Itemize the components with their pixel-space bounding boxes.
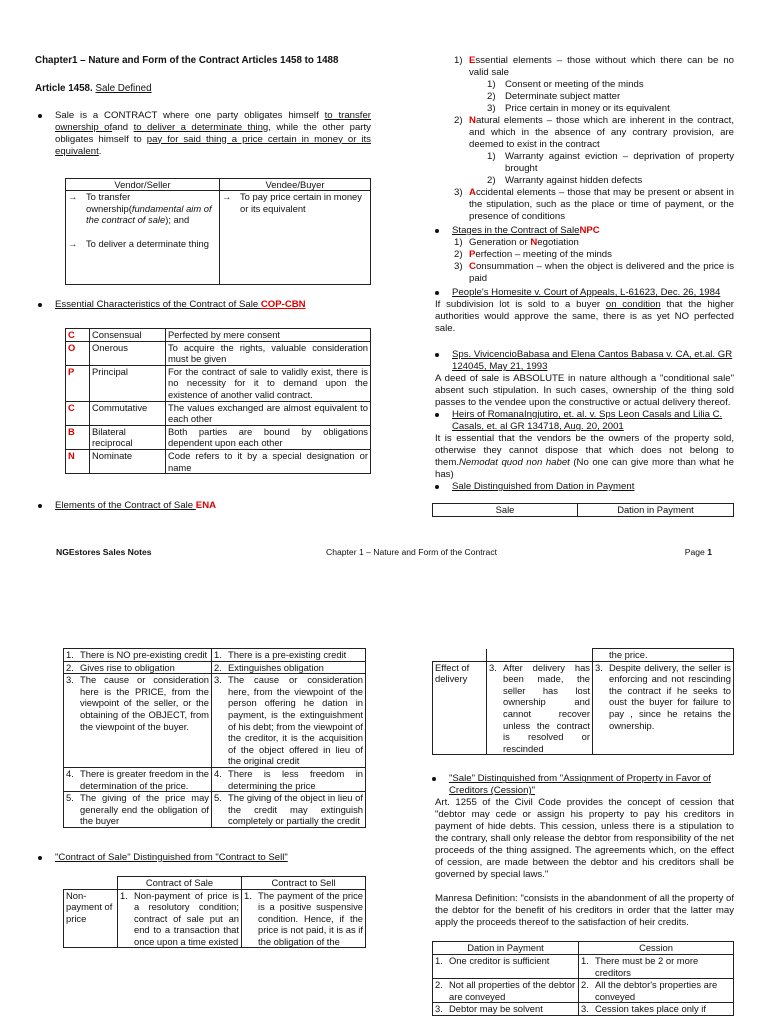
cell-num: 2. (435, 979, 443, 991)
cell-wrap (435, 955, 576, 967)
case-babasa (432, 349, 734, 373)
characteristic-row (66, 341, 371, 365)
effect-sale-cell (487, 661, 593, 755)
sale-cell (64, 674, 212, 768)
cell-text: Not all properties of the debtor are conveyed (449, 979, 576, 1002)
cell-wrap (581, 979, 731, 1002)
case-ingjutiro-body (432, 433, 734, 481)
char-name: Consensual (90, 329, 166, 342)
cts-row-label: Non-payment of price (64, 889, 118, 948)
left-column (35, 55, 371, 512)
cell-text: Despite delivery, the seller is enforcing and not rescinding the contract if he seeks to oust the buyer for failure to pay , since he retains the ownership. (609, 661, 731, 731)
stage-text (469, 261, 734, 285)
sale-cell (64, 649, 212, 662)
char-letter: O (66, 341, 90, 365)
effect-sell-cell (593, 661, 734, 755)
cell-wrap (214, 662, 363, 674)
cell-num: 4. (214, 767, 222, 779)
char-name: Bilateral reciprocal (90, 425, 166, 449)
vendee-1: To pay price certain in money or its equivalent (240, 191, 362, 214)
cell-wrap (66, 649, 209, 661)
elements-heading (35, 500, 371, 512)
cell-text: Gives rise to obligation (80, 661, 175, 673)
initial-letter: N (469, 115, 476, 126)
contract-to-sell-heading (35, 852, 366, 864)
cell-text: There is a pre-existing credit (228, 649, 347, 660)
footer-left: NGEstores Sales Notes (56, 547, 152, 557)
char-letter: C (66, 401, 90, 425)
cell-text: The cause or consideration here, from the viewpoint of the person offering he dation in payment, is the extinguishment of his debt; from the viewpoint of the creditor, it is the acquisition of the object offered in lieu of the original credit (228, 674, 363, 767)
sale-vs-sell-table (63, 876, 366, 949)
right-column (432, 55, 734, 517)
sub-item-text: Price certain in money or its equivalent (505, 103, 670, 114)
vendee-header: Vendee/Buyer (220, 178, 371, 191)
case3-text-b: (No one can give more than what he has) (435, 457, 734, 480)
initial-letter: A (469, 187, 476, 198)
cell-text: There must be 2 or more creditors (595, 954, 699, 978)
essential-sublist (432, 79, 734, 115)
cell-text: There is less freedom in determining the price (228, 767, 363, 791)
char-desc: For the contract of sale to validly exist, there is no necessity for it to demand upon the existence of another valid contract. (166, 365, 371, 401)
char-desc: Perfected by mere consent (166, 329, 371, 342)
cell-text: One creditor is sufficient (449, 954, 550, 966)
case-title: Sps. VivicencioBabasa and Elena Cantos Babasa v. CA, et.al. GR 124045, May 21, 1993 (452, 349, 733, 372)
vendor-1c: ); and (165, 214, 190, 226)
continued-cell (593, 649, 734, 662)
right-column (432, 648, 734, 1016)
article-title: Sale Defined (95, 82, 152, 94)
arrow-icon: → (222, 191, 232, 203)
cell-num: 1. (244, 889, 252, 901)
vendee-obligations (220, 191, 371, 285)
dc-dation-cell (433, 954, 579, 978)
sub-item-number: 2) (487, 91, 496, 102)
elements-code: ENA (195, 500, 217, 512)
sub-item-number: 2) (487, 175, 496, 186)
char-name: Nominate (90, 450, 166, 474)
dation-table-header (432, 503, 734, 517)
vendor-1a: To transfer ownership( (86, 191, 132, 214)
cell-num: 1. (66, 649, 74, 660)
case-babasa-body: A deed of sale is ABSOLUTE in nature although a "conditional sale" absent such stipulation. In such cases, ownership of the thing sold passes to the vendee upon the constructive or actual delivery thereof. (435, 373, 734, 408)
vendor-obligations (66, 191, 220, 285)
cell-text: The cause or consideration here is the PRICE, from the viewpoint of the seller, or the obtaining of the OBJECT, from the viewpoint of the buyer. (80, 674, 209, 732)
sale-header: Sale (433, 504, 578, 517)
blank-cell (487, 649, 593, 662)
item-number: 2) (454, 115, 463, 126)
sub-item-number: 1) (487, 79, 496, 90)
characteristic-row (66, 425, 371, 449)
cell-wrap (581, 1003, 731, 1015)
case-peoples-homesite-body (432, 299, 734, 335)
def-text-4: . (98, 145, 102, 157)
article-heading (35, 83, 371, 95)
cts-sell-cell (242, 889, 366, 948)
cts-title: "Contract of Sale" Distinguished from "Contract to Sell" (55, 851, 288, 863)
cell-text: The giving of the price may generally end the obligation of the buyer (80, 792, 209, 827)
cell-num: 3. (66, 674, 74, 686)
cts-sell-header: Contract to Sell (242, 876, 366, 889)
characteristic-row (66, 450, 371, 474)
continued-text: the price. (609, 649, 648, 660)
stage-rest: erfection – meeting of the minds (475, 249, 612, 260)
dc-cession-cell (579, 1003, 734, 1016)
table-row (64, 792, 366, 828)
table-row (64, 767, 366, 791)
sub-item (432, 175, 734, 187)
cell-wrap (214, 674, 363, 767)
char-desc: To acquire the rights, valuable consideration must be given (166, 341, 371, 365)
dation-cell (212, 649, 366, 662)
cell-wrap (66, 792, 209, 827)
page-label: Page (684, 547, 708, 557)
dation-title: Sale Distinguished from Dation in Payment (452, 481, 635, 492)
stage-rest: egotiation (537, 237, 579, 248)
article-number: Article 1458. (35, 82, 93, 94)
def-text-1: Sale is a CONTRACT where one party obligates himself (55, 109, 325, 121)
essential-characteristics-heading (35, 299, 371, 311)
sub-item-text: Consent or meeting of the minds (505, 79, 644, 90)
stage-item (432, 249, 734, 261)
stage-initial: C (469, 261, 476, 272)
natural-sublist (432, 151, 734, 187)
footer-page (685, 546, 712, 558)
vendor-header: Vendor/Seller (66, 178, 220, 191)
stage-number: 3) (454, 261, 463, 272)
cell-wrap (66, 662, 209, 674)
arrow-icon: → (68, 237, 78, 249)
char-letter: P (66, 365, 90, 401)
blank-cell (433, 649, 487, 662)
char-name: Onerous (90, 341, 166, 365)
case-title: Heirs of RomanaIngjutiro, et. al. v. Sps Leon Casals and Lilia C. Casals, et. al GR 134718, Aug. 20, 2001 (452, 409, 723, 432)
cession-heading (429, 773, 734, 797)
accidental-text: ccidental elements – those that may be present or absent in the stipulation, such as the place or time of payment, or the presence of conditions (469, 187, 734, 222)
case-ingjutiro (432, 409, 734, 433)
def-underline-3: pay for said thing a price certain in money or its equivalent (55, 133, 371, 157)
accidental-elements-item (432, 187, 734, 223)
case3-text-a: It is essential that the vendors be the owners of the property sold, otherwise they cannot dispose that which does not belong to them. (435, 433, 734, 468)
char-name: Commutative (90, 401, 166, 425)
stage-item (432, 237, 734, 249)
cts-sale-header: Contract of Sale (118, 876, 242, 889)
dc-dation-header: Dation in Payment (433, 942, 579, 955)
cell-wrap (66, 674, 209, 732)
sale-definition (35, 110, 371, 158)
dation-header: Dation in Payment (578, 504, 734, 517)
cell-wrap (435, 979, 576, 1002)
cell-wrap (214, 649, 363, 661)
cell-text: The giving of the object in lieu of the credit may extinguish completely or partially the credit (228, 792, 363, 827)
manresa-definition: Manresa Definition: "consists in the abandonment of all the property of the debtor for the benefit of his creditors in order that the latter may apply the proceeds thereof to the satisfaction of heir credits. (435, 893, 734, 929)
cell-num: 3. (435, 1003, 443, 1015)
def-underline-2: to deliver a determinate thing (133, 121, 269, 133)
stages-code: NPC (579, 225, 600, 236)
cell-num: 3. (595, 661, 603, 673)
chapter-heading: Chapter1 – Nature and Form of the Contract Articles 1458 to 1488 (35, 55, 339, 66)
sub-item (432, 151, 734, 175)
cell-num: 5. (66, 792, 74, 804)
contract-effect-table (432, 648, 734, 755)
sale-cell (64, 661, 212, 674)
initial-letter: E (469, 55, 476, 66)
stages-title: Stages in the Contract of Sale (452, 225, 580, 236)
dation-cell (212, 661, 366, 674)
effect-label: Effect of delivery (433, 661, 487, 755)
cell-text: Debtor may be solvent (449, 1003, 543, 1015)
stage-text (469, 237, 734, 249)
stages-list (432, 237, 734, 285)
sale-cell (64, 767, 212, 791)
case1-text-a: If subdivision lot is sold to a buyer (435, 299, 606, 310)
cell-num: 2. (581, 979, 589, 991)
cell-text: There is NO pre-existing credit (80, 649, 208, 660)
stages-heading (432, 225, 734, 237)
stage-letter: N (530, 237, 538, 248)
dation-cell (212, 792, 366, 828)
page-number: 1 (707, 547, 712, 557)
table-row (433, 1003, 734, 1016)
cell-wrap (66, 768, 209, 791)
cell-num: 3. (489, 661, 497, 673)
cell-num: 5. (214, 792, 222, 804)
char-desc: The values exchanged are almost equivalent to each other (166, 401, 371, 425)
dc-cession-cell (579, 954, 734, 978)
item-number: 3) (454, 187, 463, 198)
stage-pre: Generation or (469, 237, 531, 248)
cell-text: The payment of the price is a positive suspensive condition. Hence, if the price is not paid, it is as if the obligation of the (258, 889, 363, 947)
empty-header (64, 876, 118, 889)
cell-text: Extinguishes obligation (228, 661, 324, 673)
def-underline-1: to transfer ownership of (55, 109, 371, 133)
table-row (64, 674, 366, 768)
cell-wrap (435, 1003, 576, 1015)
stage-rest: onsummation – when the object is delivered and the price is paid (469, 261, 734, 284)
characteristic-row (66, 365, 371, 401)
dation-heading (432, 481, 734, 493)
characteristics-table (65, 328, 371, 474)
vendor-vendee-table (65, 178, 371, 286)
vendor-obligation-2 (68, 238, 217, 250)
essential-elements-item (432, 55, 734, 79)
cell-num: 1. (581, 954, 589, 966)
sale-cell (64, 792, 212, 828)
sub-item (432, 103, 734, 115)
sale-vs-dation-table (63, 648, 366, 828)
cell-num: 4. (66, 767, 74, 779)
table-row (433, 979, 734, 1003)
characteristic-row (66, 329, 371, 342)
vendee-obligation-1 (222, 191, 368, 214)
stage-number: 2) (454, 249, 463, 260)
cell-num: 2. (66, 661, 74, 673)
vendor-obligation-1 (68, 191, 217, 226)
sub-item-text: Warranty against eviction – deprivation of property brought (505, 151, 734, 174)
dc-dation-cell (433, 979, 579, 1003)
cell-num: 1. (435, 954, 443, 966)
stage-number: 1) (454, 237, 463, 248)
document-page-2 (0, 585, 768, 1024)
char-letter: N (66, 450, 90, 474)
cell-text: Non-payment of price is a resolutory condition; contract of sale put an end to a transaction that once upon a time existed (134, 889, 239, 947)
case1-underline: on condition (605, 299, 661, 310)
char-desc: Code refers to it by a special designation or name (166, 450, 371, 474)
cell-wrap (214, 768, 363, 791)
stage-text (469, 249, 734, 261)
cell-num: 2. (214, 661, 222, 673)
cell-text: All the debtor's properties are conveyed (595, 979, 718, 1002)
case1-text-b: that the higher authorities would approve the same, there is as yet NO perfected sale. (435, 299, 734, 334)
ess-char-code: COP-CBN (260, 299, 306, 311)
ess-char-title: Essential Characteristics of the Contract of Sale (55, 299, 261, 311)
characteristic-row (66, 401, 371, 425)
sub-item-text: Determinate subject matter (505, 91, 621, 102)
table-row (64, 649, 366, 662)
char-name: Principal (90, 365, 166, 401)
case-peoples-homesite (432, 287, 734, 299)
arrow-icon: → (68, 191, 78, 203)
sub-item-number: 3) (487, 103, 496, 114)
cell-wrap (214, 792, 363, 827)
dation-cell (212, 767, 366, 791)
cell-num: 1. (120, 889, 128, 901)
item-number: 1) (454, 55, 463, 66)
def-text-3: , while the other party obligates himself to (55, 121, 371, 145)
dation-cell (212, 674, 366, 768)
dc-cession-header: Cession (579, 942, 734, 955)
table-row (433, 954, 734, 978)
cell-text: Cession takes place only if (595, 1003, 706, 1015)
sub-item (432, 79, 734, 91)
cell-text: There is greater freedom in the determination of the price. (80, 767, 209, 791)
cell-num: 3. (214, 674, 222, 686)
cell-num: 3. (581, 1003, 589, 1015)
stage-initial: P (469, 249, 476, 260)
stage-item (432, 261, 734, 285)
table-row (64, 661, 366, 674)
page-gap (0, 572, 768, 585)
case-title: People's Homesite v. Court of Appeals, L-61623, Dec. 26, 1984 (452, 287, 721, 298)
char-desc: Both parties are bound by obligations dependent upon each other (166, 425, 371, 449)
dc-dation-cell (433, 1003, 579, 1016)
elements-title: Elements of the Contract of Sale (55, 500, 196, 512)
sub-item-text: Warranty against hidden defects (505, 175, 643, 186)
dc-cession-cell (579, 979, 734, 1003)
natural-elements-item (432, 115, 734, 151)
cession-title: "Sale" Distinguished from "Assignment of Property in Favor of Creditors (Cession)" (449, 773, 711, 797)
def-text-2: and (112, 121, 134, 133)
cession-body: Art. 1255 of the Civil Code provides the concept of cession that "debtor may cede or assign his property to pay his creditors in payment of hide debts. This cession, unless there is a stipulation to the contrary, shall only release the debtor from responsibility of the net proceeds of the thing assigned. The agreements which, on the effect of cession, are made between the debtor and his creditors shall be governed by special laws." (435, 797, 734, 881)
left-column (55, 648, 366, 948)
sub-item (432, 91, 734, 103)
cts-sale-cell (118, 889, 242, 948)
cell-text: After delivery has been made, the seller has lost ownership and cannot recover unless the contract is resolved or rescinded (503, 661, 590, 754)
vendor-1b: fundamental aim of the contract of sale (86, 202, 212, 226)
footer-center: Chapter 1 – Nature and Form of the Contract (326, 547, 498, 557)
char-letter: B (66, 425, 90, 449)
vendor-2: To deliver a determinate thing (86, 237, 209, 249)
essential-text: ssential elements – those without which there can be no valid sale (469, 55, 734, 78)
cell-num: 1. (214, 649, 222, 660)
cell-wrap (581, 955, 731, 978)
sub-item-number: 1) (487, 151, 496, 162)
dation-vs-cession-table (432, 941, 734, 1016)
char-letter: C (66, 329, 90, 342)
natural-text: atural elements – those which are inherent in the contract, and which in the absence of any contrary provision, are deemed to exist in the contract (469, 115, 734, 150)
case3-italic: Nemodat quod non habet (459, 457, 570, 468)
